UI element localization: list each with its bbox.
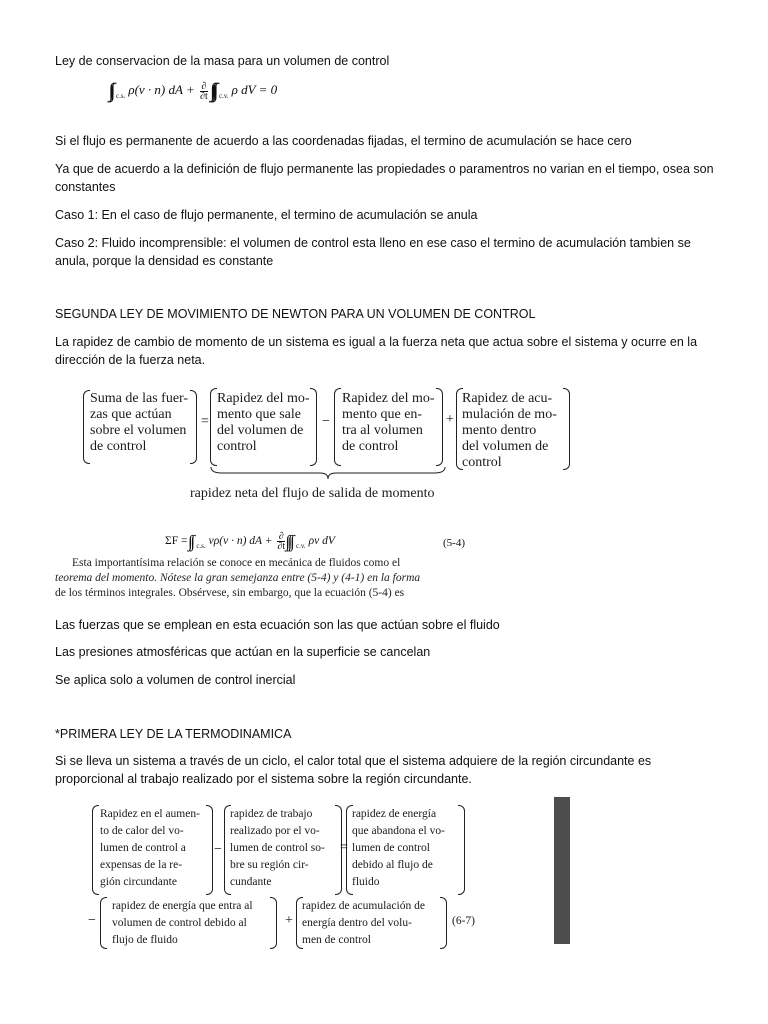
momentum-theorem-equation: ΣF = $_{c.s.}$ vρ(v · n) dA + $\frac{\partial}{\partial t}$ $_{c.v.}$ ρv dV [165,531,335,552]
paragraph-inercial: Se aplica solo a volumen de control inercial [55,673,296,687]
document-page: Ley de conservacion de la masa para un volumen de control $_{c.s.}$ ρ(v · n) dA + $\frac{\partial}{\partial t}$ $_{c.v.}$ ρ dV = 0 Si el flujo es permanente de acuerdo a las coordenadas fijadas, el termino de acumulación se hace cero Ya que de acuerdo a la definición de flujo permanente las propiedades o paramentros no varian en el tiempo, osea son constantes Caso 1: En el caso de flujo permanente, el termino de acumulación se anula Caso 2: Fluido incomprensible: el volumen de control esta lleno en ese caso el termino de acumulación tambien se anula, porque la densidad es constante SEGUNDA LEY DE MOVIMIENTO DE NEWTON PARA UN VOLUMEN DE CONTROL La rapidez de cambio de momento de un sistema es igual a la fuerza neta que actua sobre el sistema y ocurre en la dirección de la fuerza neta. Suma de las fuer- zas que actúan sobre el volumen de control = Rapidez del mo- mento que sale del volumen de control − Rapidez del mo- mento que en- tra al volumen de control + Rapidez de acu- mulación de mo- mento dentro del volumen de control rapidez neta del flujo de salida de momento ΣF = $_{c.s.}$ vρ(v · n) dA + $\frac{\partial}{\partial t}$ $_{c.v.}$ ρv dV (5-4) Esta importantísima relación se conoce en mecánica de fluidos como el teorema del momento. Nótese la gran semejanza entre (5-4) y (4-1) en la forma de los términos integrales. Obsérvese, sin embargo, que la ecuación (5-4) es Las fuerzas que se emplean en esta ecuación son las que actúan sobre el fluido Las presiones atmosféricas que actúan en la superficie se cancelan Se aplica solo a volumen de control inercial *PRIMERA LEY DE LA TERMODINAMICA Si se lleva un sistema a través de un ciclo, el calor total que el sistema adquiere de la región circundante es proporcional al trabajo realizado por el sistema sobre la región circundante. Rapidez en el aumen- to de calor del vo- lumen de control a expensas de la re- gión circundante − rapidez de trabajo realizado por el vo- lumen de control so- bre su región cir- cundante = rapidez de energía que abandona el vo- lumen de control debido al flujo de fluido − rapidez de energía que entra al volumen de control debido al flujo de fluido + rapidez de acumulación de energía dentro del volu- men de control (6-7) [0,0,768,1024]
paragraph-flujo-permanente: Si el flujo es permanente de acuerdo a las coordenadas fijadas, el termino de acumulación se hace cero [55,134,632,148]
paragraph-definicion-flujo: Ya que de acuerdo a la definición de flujo permanente las propiedades o paramentros no varian en el tiempo, osea son constantes [55,162,714,194]
heading-conservacion-masa: Ley de conservacion de la masa para un volumen de control [55,54,390,68]
box-energia-entra: rapidez de energía que entra al volumen de control debido al flujo de fluido [112,900,253,946]
box-aumento-calor: Rapidez en el aumen- to de calor del vo- lumen de control a expensas de la re- gión circundante [100,808,200,888]
book-line-3: de los términos integrales. Obsérvese, sin embargo, que la ecuación (5-4) es [55,587,405,599]
box-momento-sale: Rapidez del mo- mento que sale del volumen de control [217,391,310,454]
box-suma-fuerzas: Suma de las fuer- zas que actúan sobre el volumen de control [90,391,189,454]
underbrace [210,466,446,480]
box-acumulacion-momento: Rapidez de acu- mulación de mo- mento dentro del volumen de control [462,391,557,470]
mass-conservation-equation: $_{c.s.}$ ρ(v · n) dA + $\frac{\partial}{\partial t}$ $_{c.v.}$ ρ dV = 0 [116,80,278,102]
paragraph-ciclo: Si se lleva un sistema a través de un ciclo, el calor total que el sistema adquiere de la región circundante es proporcional al trabajo realizado por el sistema sobre la región circundante. [55,754,652,786]
book-line-1: Esta importantísima relación se conoce en mecánica de fluidos como el [72,557,401,569]
paragraph-caso-1: Caso 1: En el caso de flujo permanente, el termino de acumulación se anula [55,208,478,222]
box-acumulacion-energia: rapidez de acumulación de energía dentro del volu- men de control [302,900,425,946]
book-line-2: teorema del momento. Nótese la gran semejanza entre (5-4) y (4-1) en la forma [55,572,421,584]
box-energia-abandona: rapidez de energía que abandona el vo- lumen de control debido al flujo de fluido [352,808,445,888]
paragraph-caso-2: Caso 2: Fluido incomprensible: el volumen de control esta lleno en ese caso el termino de acumulación tambien se anula, porque la densidad es constante [55,236,691,268]
equation-number-5-4: (5-4) [443,537,465,549]
heading-segunda-ley-newton: SEGUNDA LEY DE MOVIMIENTO DE NEWTON PARA UN VOLUMEN DE CONTROL [55,307,536,321]
box-trabajo-realizado: rapidez de trabajo realizado por el vo- lumen de control so- bre su región cir- cundante [230,808,325,888]
paragraph-rapidez-momento: La rapidez de cambio de momento de un sistema es igual a la fuerza neta que actua sobre el sistema y ocurre en la dirección de la fuerza neta. [55,335,698,367]
heading-primera-ley-termodinamica: *PRIMERA LEY DE LA TERMODINAMICA [55,727,292,741]
underbrace-label: rapidez neta del flujo de salida de momento [190,486,435,501]
box-momento-entra: Rapidez del mo- mento que en- tra al volumen de control [342,391,435,454]
scan-edge-bar [554,797,570,944]
paragraph-fuerzas: Las fuerzas que se emplean en esta ecuación son las que actúan sobre el fluido [55,618,500,632]
paragraph-presiones: Las presiones atmosféricas que actúan en la superficie se cancelan [55,645,431,659]
equation-number-6-7: (6-7) [452,915,475,927]
